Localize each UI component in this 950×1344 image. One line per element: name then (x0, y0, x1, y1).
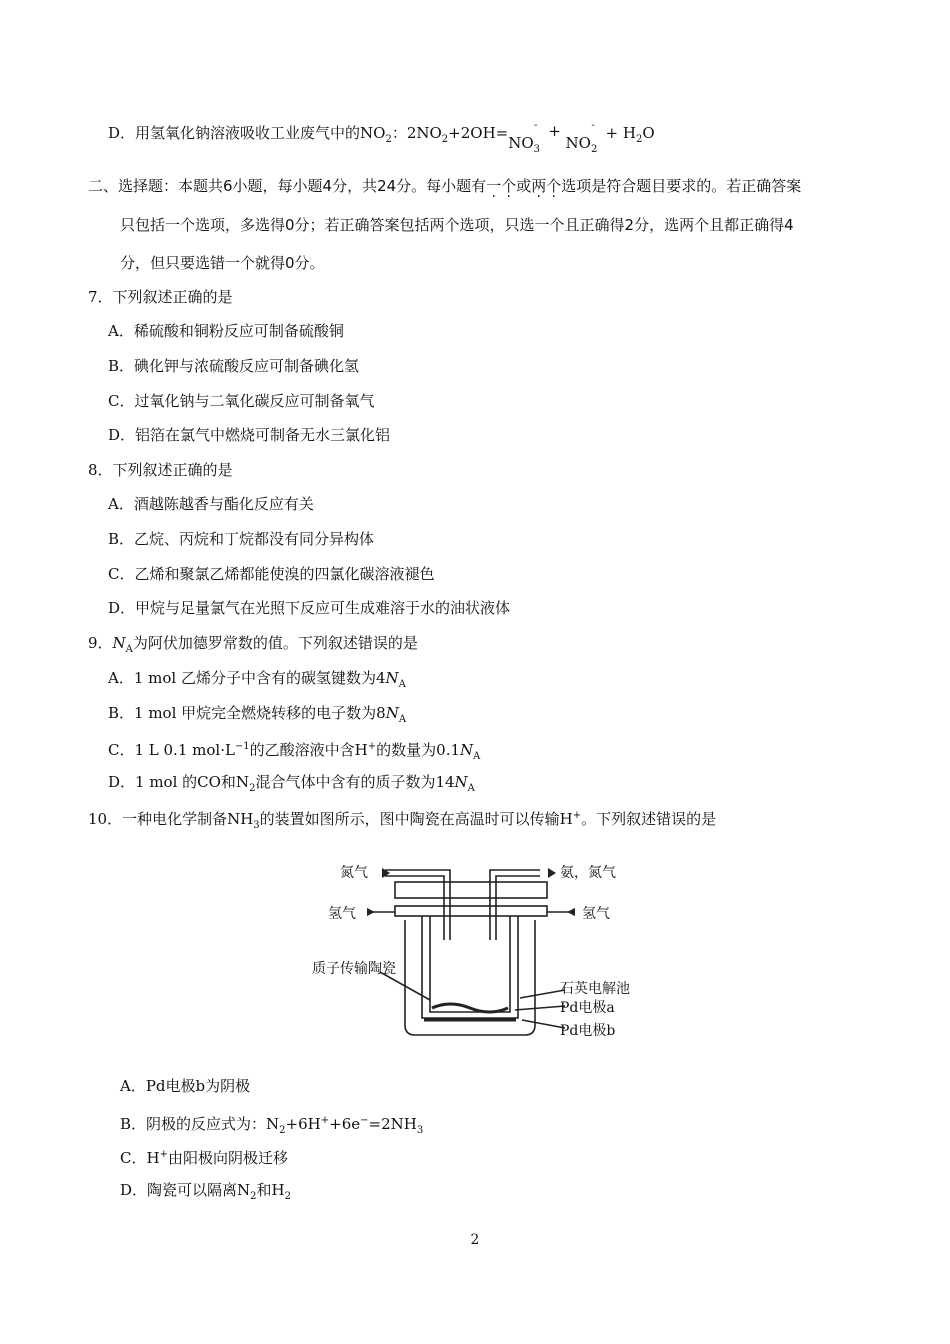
q8-option-a: A．酒越陈越香与酯化反应有关 (108, 495, 314, 513)
figure-label-h2-in-right: 氢气 (582, 906, 610, 922)
figure-label-ceramic: 质子传输陶瓷 (312, 961, 396, 977)
q10-stem: 10．一种电化学制备$NH_3$的装置如图所示，图中陶瓷在高温时可以传输H+。下列叙述错误的是 (88, 810, 717, 831)
q8-stem: 8．下列叙述正确的是 (88, 461, 233, 479)
q7-option-c: C．过氧化钠与二氧化碳反应可制备氧气 (108, 392, 375, 410)
figure-label-h2-in-left: 氢气 (328, 906, 356, 922)
section-heading-line2: 只包括一个选项，多选得0分；若正确答案包括两个选项，只选一个且正确得2分，选两个且都正确得4 (120, 216, 794, 234)
q9-option-a: A．1 mol 乙烯分子中含有的碳氢键数为$4N_A$ (108, 669, 406, 690)
figure-label-n2-in: 氮气 (340, 865, 368, 881)
q7-stem: 7．下列叙述正确的是 (88, 288, 233, 306)
q9-option-c: C．1 L 0.1 $mol\cdot L^{-1}$的乙酸溶液中含H+的数量为$0.1N_A$ (108, 741, 481, 762)
figure-label-pd-a: Pd电极a (560, 1000, 615, 1016)
q9-option-b: B．1 mol 甲烷完全燃烧转移的电子数为$8N_A$ (108, 704, 407, 725)
q9-stem: 9．$N_A$为阿伏加德罗常数的值。下列叙述错误的是 (88, 634, 418, 655)
q7-option-a: A．稀硫酸和铜粉反应可制备硫酸铜 (108, 322, 344, 340)
q10-option-b: B．阴极的反应式为：$N_2+6H^++6e^-=2NH_3$ (120, 1115, 424, 1136)
figure-label-quartz-cell: 石英电解池 (560, 981, 630, 997)
section-heading-line3: 分，但只要选错一个就得0分。 (120, 254, 325, 272)
electrolysis-apparatus-figure (310, 840, 640, 1045)
q8-option-b: B．乙烷、丙烷和丁烷都没有同分异构体 (108, 530, 375, 548)
page-number: 2 (470, 1232, 480, 1248)
q9-option-d: D．1 mol 的CO和$N_2$混合气体中含有的质子数为$14N_A$ (108, 773, 475, 794)
q8-option-c: C．乙烯和聚氯乙烯都能使溴的四氯化碳溶液褪色 (108, 565, 435, 583)
q7-option-d: D．铝箔在氯气中燃烧可制备无水三氯化铝 (108, 426, 391, 444)
q10-option-c: C．H+由阳极向阴极迁移 (120, 1149, 288, 1167)
q7-option-b: B．碘化钾与浓硫酸反应可制备碘化氢 (108, 357, 360, 375)
q8-option-d: D．甲烷与足量氯气在光照下反应可生成难溶于水的油状液体 (108, 599, 511, 617)
section-heading-line1: 二、选择题：本题共6小题，每小题4分，共24分。每小题有一个或两个选项是符合题目要求的。若正确答案 (88, 177, 802, 195)
q10-option-d: D．陶瓷可以隔离$N_2$和$H_2$ (120, 1181, 291, 1202)
figure-label-nh3-out: 氨，氮气 (560, 865, 616, 881)
q10-option-a: A．Pd电极b为阴极 (120, 1077, 251, 1095)
figure-label-pd-b: Pd电极b (560, 1023, 616, 1039)
q6-option-d: D．用氢氧化钠溶液吸收工业废气中的$NO_2$：$2NO_2+2OH=NO_3^- + NO_2^- + H_2O$ (108, 120, 655, 155)
